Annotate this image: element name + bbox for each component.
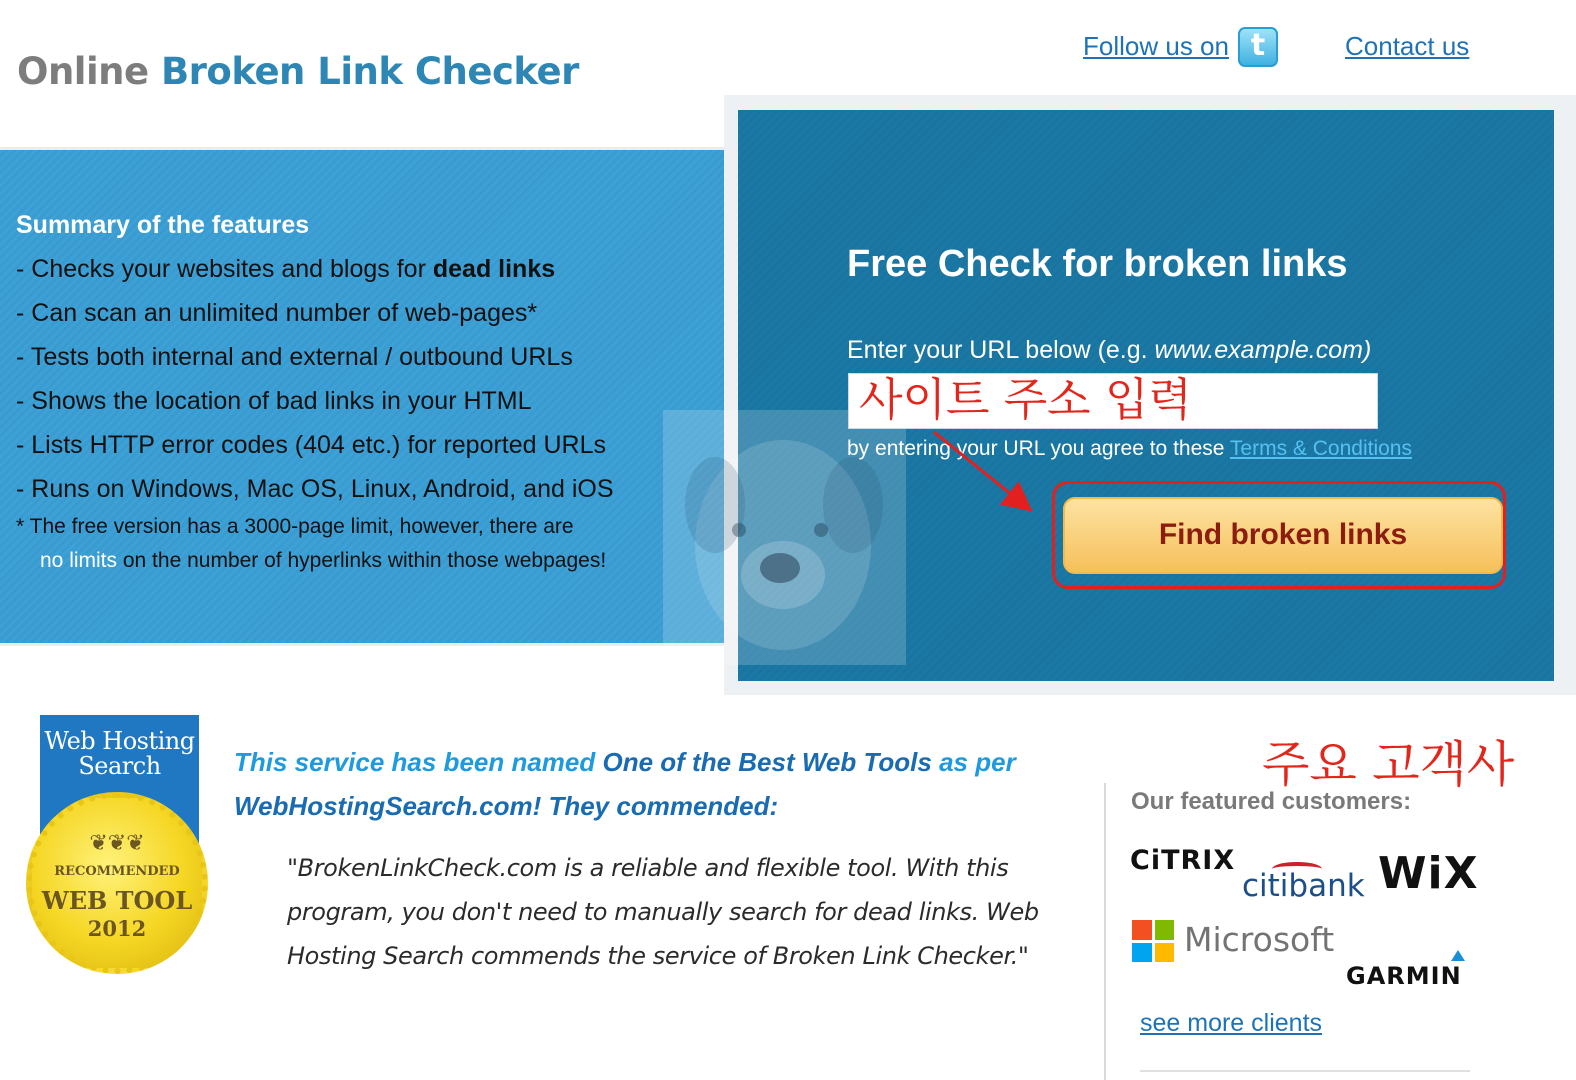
award-statement: This service has been named One of the Best Web Tools as per WebHostingSearch.com! They commended: [234, 747, 1016, 821]
no-limits-highlight: no limits [40, 549, 118, 572]
badge-line1: Web Hosting [44, 727, 195, 755]
features-footnote-cont: no limits on the number of hyperlinks within those webpages! [40, 549, 607, 572]
feature-item: - Tests both internal and external / outbound URLs [16, 343, 573, 371]
find-broken-links-button[interactable]: Find broken links [1063, 497, 1503, 574]
badge-line2: Search [78, 752, 161, 780]
terms-agreement-text: by entering your URL you agree to these Terms & Conditions [847, 437, 1412, 460]
citibank-logo: citibank [1242, 868, 1365, 904]
citrix-logo: CiTRIX [1130, 845, 1236, 876]
logo-text-brand: Broken Link Checker [160, 50, 579, 93]
features-title: Summary of the features [16, 211, 310, 239]
features-footnote: * The free version has a 3000-page limit, however, there are [16, 515, 574, 538]
korean-customers-annotation: 주요 고객사 [1262, 736, 1515, 793]
terms-link[interactable]: Terms & Conditions [1229, 437, 1412, 460]
logo-text-online: Online [17, 50, 161, 93]
microsoft-logo: Microsoft [1184, 920, 1335, 959]
garmin-triangle-icon [1451, 950, 1465, 961]
featured-customers-title: Our featured customers: [1131, 788, 1412, 815]
medal-year: 2012 [87, 916, 147, 941]
customers-divider [1104, 783, 1106, 1080]
url-input[interactable]: 사이트 주소 입력 [848, 373, 1378, 429]
url-label: Enter your URL below (e.g. www.example.com) [847, 336, 1372, 364]
medal-web-tool: WEB TOOL [41, 886, 193, 915]
see-more-clients-link[interactable]: see more clients [1140, 1009, 1323, 1037]
garmin-logo: GARMIN [1346, 962, 1462, 990]
testimonial-quote: "BrokenLinkCheck.com is a reliable and flexible tool. With this program, you don't need to manually search for dead links. Web Hosting Search commends the service of Broken Link Checker." [287, 854, 1039, 970]
feature-item: - Shows the location of bad links in your HTML [16, 387, 532, 415]
medal-recommended: RECOMMENDED [54, 864, 180, 879]
microsoft-windows-icon [1132, 920, 1174, 962]
checker-title: Free Check for broken links [847, 243, 1348, 285]
feature-item: - Lists HTTP error codes (404 etc.) for reported URLs [16, 431, 607, 459]
customers-bottom-rule [1140, 1070, 1470, 1072]
site-logo[interactable] [17, 50, 579, 93]
contact-us-link[interactable]: Contact us [1345, 31, 1470, 61]
recommended-medal [26, 792, 208, 974]
feature-item: - Checks your websites and blogs for dead links [16, 255, 556, 283]
follow-us-link[interactable]: Follow us on [1083, 31, 1229, 61]
laurel-icon: ❦❦❦ [89, 830, 145, 855]
annotation-arrow-icon [930, 428, 1040, 518]
citibank-arc-icon [1272, 862, 1322, 876]
feature-item: - Can scan an unlimited number of web-pages* [16, 299, 538, 327]
feature-item: - Runs on Windows, Mac OS, Linux, Android, and iOS [16, 475, 614, 503]
twitter-icon[interactable]: t [1238, 27, 1278, 67]
wix-logo: WiX [1378, 848, 1479, 899]
